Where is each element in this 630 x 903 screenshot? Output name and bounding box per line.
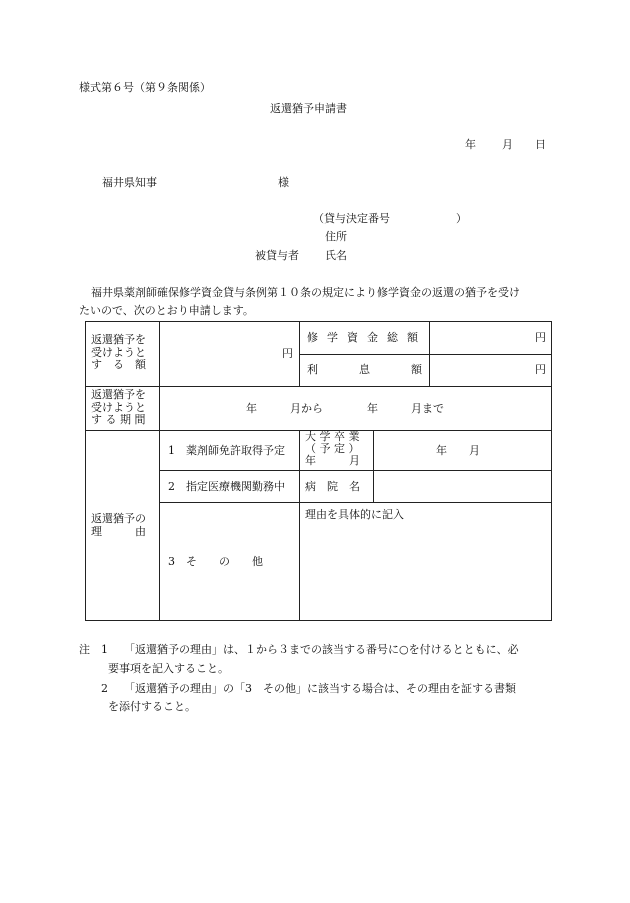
row-divider [159,470,551,471]
note-1-line-1: 「返還猶予の理由」は、１から３までの該当する番号に○を付けるとともに、必 [124,643,519,656]
name-label: 氏名 [325,249,347,262]
amount-label: 返還猶予を 受けようと す る 額 [91,333,146,371]
note-2-line-2: を添付すること。 [108,700,196,713]
document-title: 返還猶予申請書 [270,102,347,115]
period-value: 年 月から 年 月まで [246,402,444,415]
row-divider [299,354,551,355]
interest-label-2: 息 [359,363,370,376]
col-divider [299,322,300,386]
interest-label-1: 利 [307,363,318,376]
reason-2: 2 指定医療機関勤務中 [168,480,285,493]
role-label: 被貸与者 [255,249,299,262]
row-divider [159,502,551,503]
addressee-honorific: 様 [278,176,289,189]
date-day: 日 [535,138,546,151]
addressee-name: 福井県知事 [102,176,157,189]
graduation-label: 大 学 卒 業 （ 予 定 ） 年 月 [305,430,360,467]
intro-line-1: 福井県薬剤師確保修学資金貸与条例第１０条の規定により修学資金の返還の猶予を受け [91,286,520,299]
row-divider [86,386,551,387]
period-label: 返還猶予を 受けようと す る 期 間 [91,388,146,426]
reason-label: 返還猶予の 理 由 [91,512,146,538]
reason-3-note: 理由を具体的に記入 [305,508,404,521]
note-1-number: 1 [101,643,108,656]
interest-label-3: 額 [411,363,422,376]
note-2-number: 2 [101,682,108,695]
amount-unit: 円 [282,347,293,360]
col-divider [429,322,430,386]
address-label: 住所 [325,230,347,243]
date-month: 月 [502,138,513,151]
reason-3: 3 そ の 他 [168,555,263,568]
interest-unit: 円 [535,363,546,376]
col-divider [373,430,374,502]
application-table [85,321,552,621]
reason-1: 1 薬剤師免許取得予定 [168,444,285,457]
total-label: 修学資金総額 [307,331,427,344]
hospital-label: 病 院 名 [305,480,360,493]
notes-prefix: 注 [79,643,90,656]
form-number: 様式第６号（第９条関係） [79,81,211,94]
date-year: 年 [465,138,476,151]
note-1-line-2: 要事項を記入すること。 [108,662,229,675]
total-unit: 円 [535,331,546,344]
col-divider [159,322,160,620]
intro-line-2: たいので、次のとおり申請します。 [79,304,254,317]
note-2-line-1: 「返還猶予の理由」の「3 その他」に該当する場合は、その理由を証する書類 [124,682,516,695]
decision-number: （貸与決定番号 ） [313,212,467,225]
graduation-value: 年 月 [436,444,480,457]
col-divider [299,430,300,620]
